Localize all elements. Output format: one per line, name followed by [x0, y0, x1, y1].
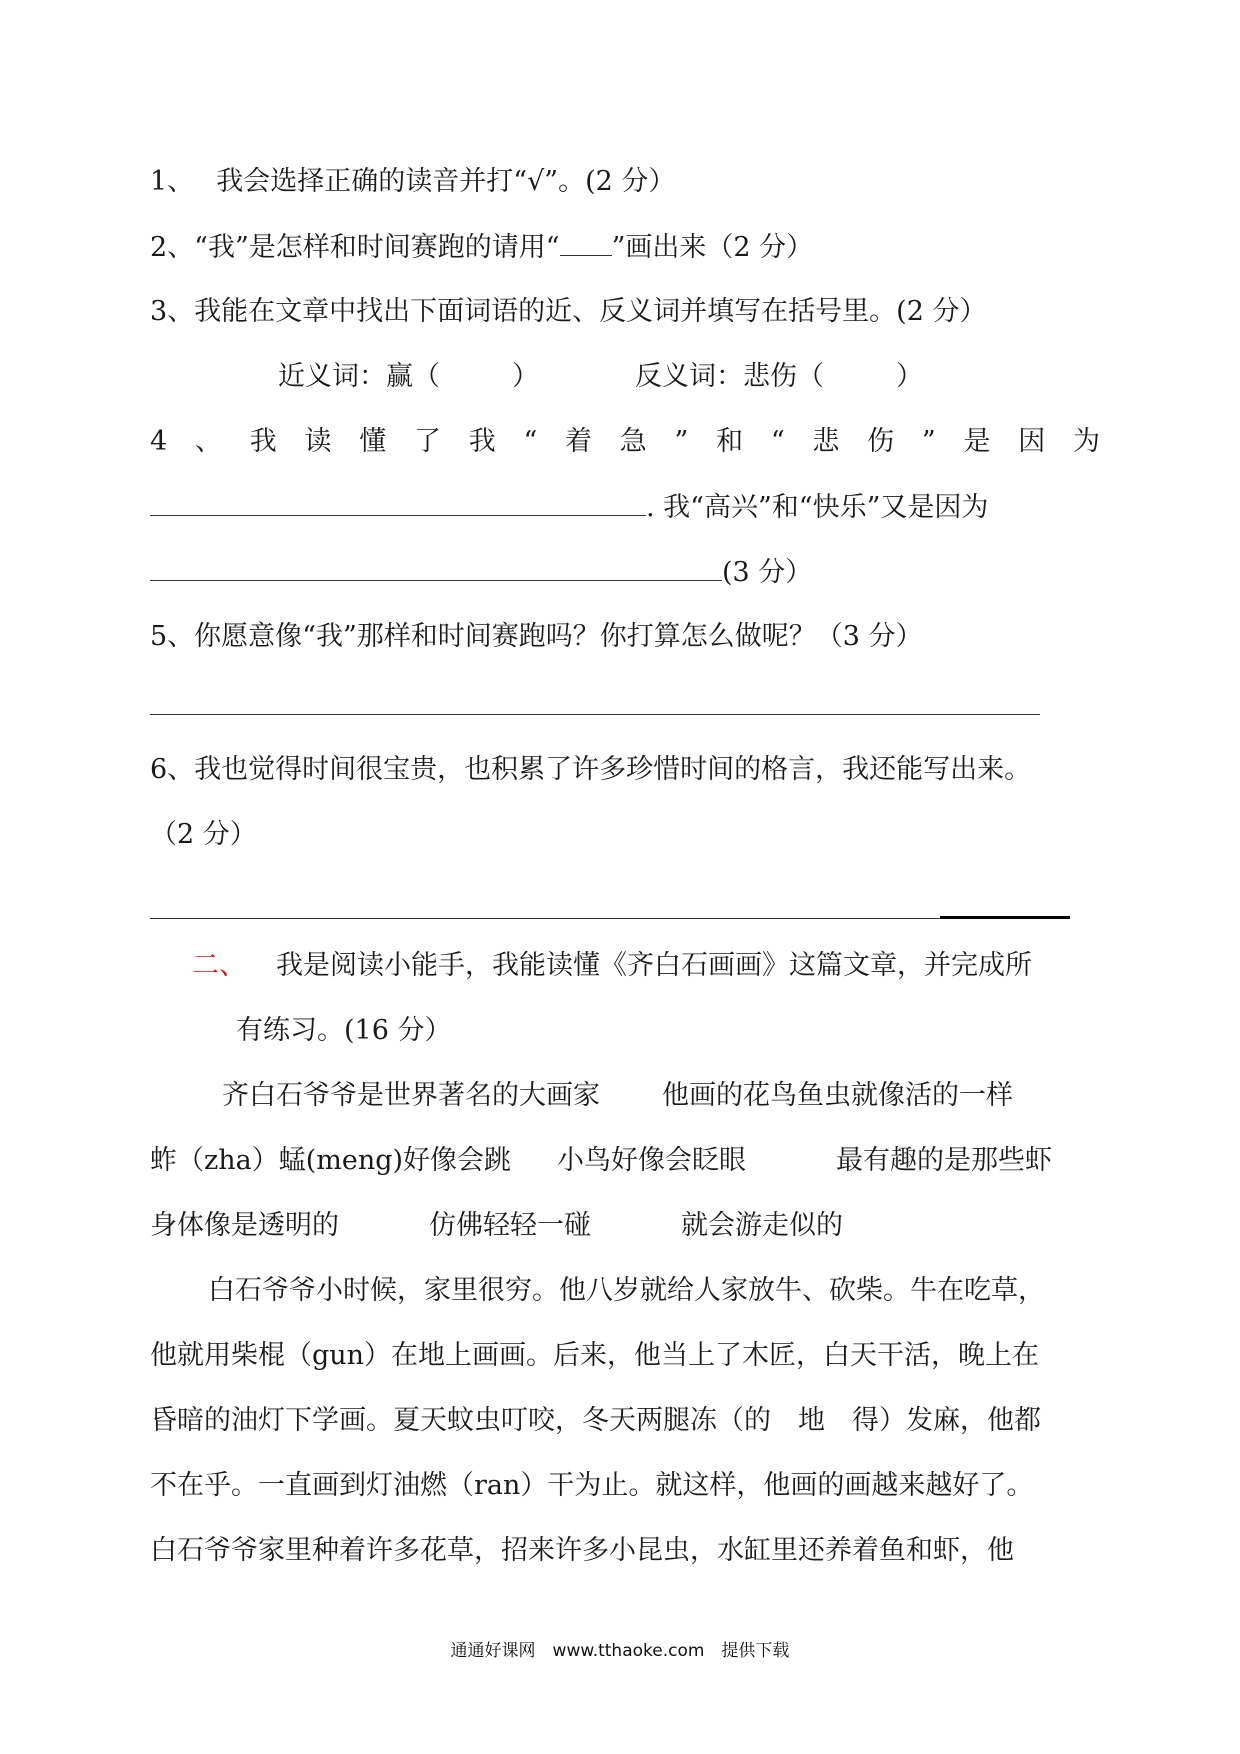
passage-line: 他就用柴棍（gun）在地上画画。后来，他当上了木匠，白天干活，晚上在 — [150, 1340, 1040, 1371]
question-2 — [150, 229, 813, 266]
antonym-label: 反义词：悲伤（ — [635, 361, 824, 392]
question-5-answer — [150, 688, 1040, 725]
section-2-title: 我是阅读小能手，我能读懂《齐白石画画》这篇文章，并完成所 — [276, 950, 1032, 981]
antonym-close: ） — [896, 361, 923, 392]
q4-char: 着 — [565, 426, 592, 457]
passage-line — [150, 1143, 1052, 1179]
passage-text: 齐白石爷爷是世界著名的大画家 — [222, 1080, 600, 1111]
question-3: 3、我能在文章中找出下面词语的近、反义词并填写在括号里。(2 分） — [150, 296, 987, 327]
passage-line: 不在乎。一直画到灯油燃（ran）干为止。就这样，他画的画越来越好了。 — [150, 1470, 1034, 1501]
passage-text: 就会游走似的 — [681, 1210, 843, 1241]
passage-line — [222, 1078, 1013, 1114]
question-2-text-end: ”画出来（2 分） — [611, 232, 814, 263]
synonym-close: ） — [512, 361, 539, 392]
answer-blank — [150, 688, 1040, 715]
question-6: 6、我也觉得时间很宝贵，也积累了许多珍惜时间的格言，我还能写出来。 — [150, 754, 1032, 785]
passage-line: 白石爷爷小时候，家里很穷。他八岁就给人家放牛、砍柴。牛在吃草， — [208, 1275, 1045, 1306]
section-2-number: 二、 — [192, 950, 246, 981]
answer-blank-bold — [940, 890, 1070, 919]
section-2-title-cont: 有练习。(16 分） — [236, 1015, 452, 1046]
question-4-line-3 — [150, 554, 812, 591]
passage-text: 蚱（zha）蜢(meng)好像会跳 — [150, 1145, 512, 1176]
q4-char: 因 — [1018, 426, 1046, 457]
q4-char: 读 — [304, 426, 332, 457]
q4-char: 和 — [716, 426, 744, 457]
passage-text: 仿佛轻轻一碰 — [429, 1210, 591, 1241]
passage-line: 昏暗的油灯下学画。夏天蚊虫叮咬，冬天两腿冻（的 地 得）发麻，他都 — [150, 1405, 1041, 1436]
question-1: 1、 我会选择正确的读音并打“√”。(2 分） — [150, 166, 676, 197]
q4-char: 懂 — [359, 426, 387, 457]
question-4-line-2 — [150, 489, 988, 526]
q4-char: ” — [921, 426, 936, 457]
q4-char: “ — [770, 426, 785, 457]
question-5: 5、你愿意像“我”那样和时间赛跑吗？你打算怎么做呢？（3 分） — [150, 621, 923, 652]
q4-char: ” — [674, 426, 689, 457]
answer-blank — [150, 892, 940, 919]
question-6-answer — [150, 890, 1070, 929]
q4-char: 我 — [249, 426, 277, 457]
synonym-label: 近义词：赢（ — [278, 361, 440, 392]
q4-char: 伤 — [867, 426, 895, 457]
section-2-heading — [192, 948, 1032, 984]
q4-char: 急 — [619, 426, 647, 457]
q4-char: 我 — [468, 426, 496, 457]
q4-char: “ — [523, 426, 538, 457]
question-4-score: (3 分） — [722, 557, 813, 588]
question-3-answers — [278, 359, 923, 395]
q4-char: 是 — [963, 426, 991, 457]
footer-source: 通通好课网 www.tthaoke.com 提供下载 — [450, 1641, 790, 1661]
question-6-score: （2 分） — [150, 819, 257, 850]
question-4-mid: . 我“高兴”和“快乐”又是因为 — [646, 492, 989, 523]
answer-blank — [150, 489, 646, 516]
passage-line: 白石爷爷家里种着许多花草，招来许多小昆虫，水缸里还养着鱼和虾，他 — [150, 1535, 1014, 1566]
q4-char: 悲 — [812, 426, 840, 457]
question-2-blank — [560, 229, 612, 256]
passage-text: 身体像是透明的 — [150, 1210, 339, 1241]
q4-char: 4 — [150, 426, 168, 457]
passage-text: 小鸟好像会眨眼 — [557, 1145, 747, 1176]
passage-text: 最有趣的是那些虾 — [836, 1145, 1053, 1176]
answer-blank — [150, 554, 722, 581]
q4-char: 、 — [194, 426, 222, 457]
q4-char: 了 — [413, 426, 441, 457]
passage-line — [150, 1208, 843, 1244]
passage-text: 他画的花鸟鱼虫就像活的一样 — [662, 1080, 1013, 1111]
question-4 — [150, 424, 1100, 460]
q4-char: 为 — [1072, 426, 1100, 457]
question-2-text: 2、“我”是怎样和时间赛跑的请用“ — [150, 232, 560, 263]
